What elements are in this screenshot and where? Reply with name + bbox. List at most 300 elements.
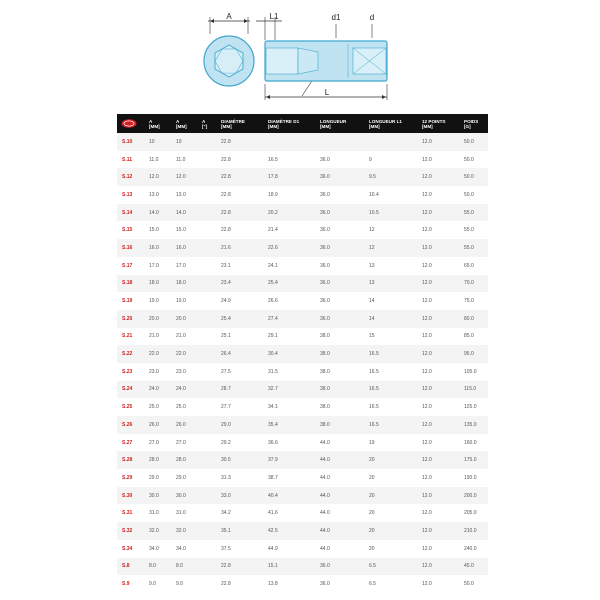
table-row (117, 558, 488, 576)
cell-twelve-points: 12.0 (419, 451, 461, 469)
cell-diametre: 25.4 (218, 310, 265, 328)
cell-a-mm: 9.0 (146, 575, 173, 593)
header-diametre-d1: DIAMÈTRE D1 [MM] (265, 114, 317, 133)
table-row (117, 133, 488, 151)
cell-a-mm: 12.0 (146, 168, 173, 186)
cell-longueur-l1: 13 (366, 257, 419, 275)
cell-diametre-d1: 42.5 (265, 522, 317, 540)
cell-diametre: 29.0 (218, 416, 265, 434)
arrow-icon (266, 95, 270, 99)
cell-poids: 175.0 (461, 451, 488, 469)
cell-a-mm: 32.0 (146, 522, 173, 540)
cell-longueur-l1: 10.4 (366, 186, 419, 204)
cell-longueur-l1: 12 (366, 221, 419, 239)
cell-diametre-d1: 30.4 (265, 345, 317, 363)
cell-longueur-l1: 16.5 (366, 363, 419, 381)
cell-diametre-d1: 24.1 (265, 257, 317, 275)
cell-a-mm: 30.0 (146, 487, 173, 505)
cell-diametre-d1: 40.4 (265, 487, 317, 505)
cell-diametre-d1: 41.6 (265, 504, 317, 522)
cell-longueur: 36.0 (317, 168, 366, 186)
cell-diametre-d1 (265, 133, 317, 151)
cell-poids: 115.0 (461, 381, 488, 399)
cell-twelve-points: 12.0 (419, 575, 461, 593)
cell-a-mm: 31.0 (146, 504, 173, 522)
cell-a-mm: 18.0 (146, 275, 173, 293)
cell-longueur-l1: 9.5 (366, 168, 419, 186)
cell-longueur-l1 (366, 133, 419, 151)
table-row (117, 221, 488, 239)
cell-a-mm-2: 10 (173, 133, 199, 151)
cell-a-mm-2: 27.0 (173, 434, 199, 452)
cell-diametre-d1: 16.5 (265, 151, 317, 169)
cell-a-mm-2: 32.0 (173, 522, 199, 540)
cell-twelve-points: 12.0 (419, 133, 461, 151)
cell-twelve-points: 12.0 (419, 151, 461, 169)
cell-longueur-l1: 6.5 (366, 558, 419, 576)
table-row (117, 204, 488, 222)
table-row (117, 487, 488, 505)
cell-diametre: 37.5 (218, 540, 265, 558)
cell-a-mm-2: 13.0 (173, 186, 199, 204)
cell-longueur-l1: 20 (366, 504, 419, 522)
cell-ref: S.22 (117, 345, 146, 363)
cell-longueur-l1: 16.5 (366, 398, 419, 416)
table-row (117, 186, 488, 204)
cell-longueur: 36.0 (317, 275, 366, 293)
cell-ref: S.24 (117, 381, 146, 399)
cell-twelve-points: 12.0 (419, 469, 461, 487)
cell-twelve-points: 12.0 (419, 328, 461, 346)
cell-longueur: 44.0 (317, 434, 366, 452)
table-row (117, 257, 488, 275)
cell-diametre: 35.1 (218, 522, 265, 540)
cell-a-mm: 22.0 (146, 345, 173, 363)
cell-diametre: 23.1 (218, 257, 265, 275)
cell-diametre: 25.1 (218, 328, 265, 346)
cell-diametre-d1: 37.9 (265, 451, 317, 469)
cell-diametre: 22.8 (218, 186, 265, 204)
cell-a-inch (199, 204, 218, 222)
arrow-icon (382, 95, 386, 99)
cell-twelve-points: 12.0 (419, 381, 461, 399)
cell-a-inch (199, 381, 218, 399)
cell-twelve-points: 12.0 (419, 275, 461, 293)
cell-ref: S.34 (117, 540, 146, 558)
cell-ref: S.30 (117, 487, 146, 505)
cell-longueur: 38.0 (317, 345, 366, 363)
cell-poids: 125.0 (461, 398, 488, 416)
cell-longueur: 36.0 (317, 575, 366, 593)
cell-poids: 240.0 (461, 540, 488, 558)
header-12-points: 12 POINTS [MM] (419, 114, 461, 133)
cell-a-inch (199, 151, 218, 169)
cell-ref: S.23 (117, 363, 146, 381)
cell-longueur-l1: 20 (366, 540, 419, 558)
cell-longueur-l1: 14 (366, 292, 419, 310)
cell-ref: S.18 (117, 275, 146, 293)
cell-ref: S.29 (117, 469, 146, 487)
cell-longueur: 44.0 (317, 522, 366, 540)
cell-ref: S.13 (117, 186, 146, 204)
cell-a-inch (199, 292, 218, 310)
cell-diametre-d1: 22.6 (265, 239, 317, 257)
cell-longueur: 36.0 (317, 257, 366, 275)
table-row (117, 328, 488, 346)
label-d: d (369, 13, 375, 22)
label-l: L (324, 88, 330, 97)
cell-a-mm-2: 15.0 (173, 221, 199, 239)
cell-poids: 50.0 (461, 151, 488, 169)
cell-longueur (317, 133, 366, 151)
cell-a-inch (199, 168, 218, 186)
cell-diametre-d1: 20.2 (265, 204, 317, 222)
cell-diametre: 26.4 (218, 345, 265, 363)
cell-longueur: 38.0 (317, 381, 366, 399)
cell-ref: S.8 (117, 558, 146, 576)
cell-longueur-l1: 16.5 (366, 381, 419, 399)
cell-twelve-points: 12.0 (419, 363, 461, 381)
cell-a-mm: 23.0 (146, 363, 173, 381)
cell-longueur-l1: 9 (366, 151, 419, 169)
label-d1: d1 (331, 13, 341, 22)
cell-a-inch (199, 133, 218, 151)
cell-ref: S.12 (117, 168, 146, 186)
cell-diametre: 27.5 (218, 363, 265, 381)
cell-a-inch (199, 310, 218, 328)
cell-a-inch (199, 257, 218, 275)
cell-twelve-points: 12.0 (419, 540, 461, 558)
socket-diagram (0, 0, 600, 110)
cell-a-mm: 15.0 (146, 221, 173, 239)
cell-diametre: 22.8 (218, 151, 265, 169)
cell-longueur: 44.0 (317, 540, 366, 558)
cell-ref: S.11 (117, 151, 146, 169)
cell-diametre: 22.8 (218, 133, 265, 151)
cell-diametre: 21.6 (218, 239, 265, 257)
cell-longueur: 44.0 (317, 504, 366, 522)
table-row (117, 345, 488, 363)
cell-ref: S.20 (117, 310, 146, 328)
header-diametre: DIAMÈTRE [MM] (218, 114, 265, 133)
spec-table (117, 114, 488, 593)
table-row (117, 398, 488, 416)
cell-poids: 160.0 (461, 434, 488, 452)
cell-a-mm: 13.0 (146, 186, 173, 204)
cell-diametre-d1: 17.8 (265, 168, 317, 186)
cell-poids: 190.0 (461, 469, 488, 487)
cell-longueur: 36.0 (317, 558, 366, 576)
cell-poids: 50.0 (461, 133, 488, 151)
cell-longueur-l1: 6.5 (366, 575, 419, 593)
cell-diametre-d1: 27.4 (265, 310, 317, 328)
cell-ref: S.17 (117, 257, 146, 275)
cell-a-mm-2: 34.0 (173, 540, 199, 558)
cell-diametre: 22.8 (218, 168, 265, 186)
cell-longueur-l1: 10.5 (366, 204, 419, 222)
cell-twelve-points: 12.0 (419, 221, 461, 239)
cell-diametre-d1: 31.5 (265, 363, 317, 381)
cell-poids: 55.0 (461, 204, 488, 222)
brand-logo-cell (117, 114, 146, 133)
cell-diametre: 22.8 (218, 204, 265, 222)
cell-longueur-l1: 12 (366, 239, 419, 257)
cell-poids: 65.0 (461, 257, 488, 275)
cell-poids: 75.0 (461, 292, 488, 310)
cell-diametre: 31.3 (218, 469, 265, 487)
cell-a-inch (199, 469, 218, 487)
cell-longueur: 38.0 (317, 328, 366, 346)
cell-a-inch (199, 186, 218, 204)
cell-a-mm-2: 22.0 (173, 345, 199, 363)
cell-a-mm-2: 11.0 (173, 151, 199, 169)
cell-a-mm: 10 (146, 133, 173, 151)
cell-diametre: 24.9 (218, 292, 265, 310)
cell-a-inch (199, 398, 218, 416)
cell-a-inch (199, 558, 218, 576)
cell-a-mm-2: 12.0 (173, 168, 199, 186)
cell-a-mm-2: 16.0 (173, 239, 199, 257)
cell-twelve-points: 12.0 (419, 310, 461, 328)
cell-ref: S.9 (117, 575, 146, 593)
cell-a-mm-2: 18.0 (173, 275, 199, 293)
cell-twelve-points: 12.0 (419, 398, 461, 416)
cell-ref: S.10 (117, 133, 146, 151)
header-a-inch: A ["] (199, 114, 218, 133)
cell-diametre: 30.5 (218, 451, 265, 469)
table-row (117, 540, 488, 558)
cell-longueur-l1: 15 (366, 328, 419, 346)
label-l1: L1 (269, 12, 279, 21)
cell-poids: 95.0 (461, 345, 488, 363)
cell-diametre: 23.4 (218, 275, 265, 293)
cell-ref: S.14 (117, 204, 146, 222)
table-row (117, 275, 488, 293)
cell-longueur-l1: 16.5 (366, 416, 419, 434)
cell-a-inch (199, 275, 218, 293)
cell-ref: S.21 (117, 328, 146, 346)
cell-longueur: 36.0 (317, 204, 366, 222)
cell-diametre: 33.0 (218, 487, 265, 505)
cell-a-inch (199, 434, 218, 452)
cell-diametre: 22.8 (218, 221, 265, 239)
table-row (117, 363, 488, 381)
cell-longueur: 44.0 (317, 487, 366, 505)
cell-a-mm: 25.0 (146, 398, 173, 416)
cell-twelve-points: 12.0 (419, 204, 461, 222)
cell-poids: 85.0 (461, 328, 488, 346)
cell-poids: 135.0 (461, 416, 488, 434)
cell-longueur-l1: 20 (366, 469, 419, 487)
cell-longueur: 36.0 (317, 186, 366, 204)
cell-longueur: 38.0 (317, 363, 366, 381)
cell-diametre-d1: 34.1 (265, 398, 317, 416)
cell-diametre-d1: 26.6 (265, 292, 317, 310)
cell-diametre: 29.2 (218, 434, 265, 452)
cell-twelve-points: 12.0 (419, 257, 461, 275)
cell-twelve-points: 12.0 (419, 487, 461, 505)
cell-a-inch (199, 451, 218, 469)
cell-a-mm: 29.0 (146, 469, 173, 487)
cell-longueur-l1: 20 (366, 522, 419, 540)
cell-twelve-points: 12.0 (419, 558, 461, 576)
arrow-icon (244, 19, 248, 23)
cell-a-mm: 20.0 (146, 310, 173, 328)
cell-a-inch (199, 328, 218, 346)
cell-poids: 200.0 (461, 487, 488, 505)
table-row (117, 575, 488, 593)
cell-diametre: 28.7 (218, 381, 265, 399)
cell-a-inch (199, 416, 218, 434)
cell-a-mm-2: 25.0 (173, 398, 199, 416)
brand-logo-icon (121, 119, 137, 128)
label-a: A (226, 12, 232, 21)
cell-diametre-d1: 35.4 (265, 416, 317, 434)
header-longueur-l1: LONGUEUR L1 [MM] (366, 114, 419, 133)
cell-diametre-d1: 32.7 (265, 381, 317, 399)
cell-twelve-points: 12.0 (419, 345, 461, 363)
cell-a-mm: 34.0 (146, 540, 173, 558)
cell-ref: S.31 (117, 504, 146, 522)
cell-longueur: 44.0 (317, 469, 366, 487)
cell-poids: 45.0 (461, 558, 488, 576)
cell-a-mm-2: 28.0 (173, 451, 199, 469)
cell-poids: 70.0 (461, 275, 488, 293)
cell-a-mm-2: 8.0 (173, 558, 199, 576)
cell-ref: S.19 (117, 292, 146, 310)
cell-poids: 105.0 (461, 363, 488, 381)
cell-diametre-d1: 21.4 (265, 221, 317, 239)
cell-diametre: 27.7 (218, 398, 265, 416)
cell-twelve-points: 12.0 (419, 504, 461, 522)
cell-diametre-d1: 13.8 (265, 575, 317, 593)
cell-ref: S.32 (117, 522, 146, 540)
table-row (117, 151, 488, 169)
cell-longueur: 36.0 (317, 310, 366, 328)
cell-longueur-l1: 20 (366, 487, 419, 505)
cell-a-mm: 27.0 (146, 434, 173, 452)
cell-a-mm: 28.0 (146, 451, 173, 469)
cell-a-inch (199, 239, 218, 257)
cell-a-mm: 14.0 (146, 204, 173, 222)
cell-a-mm: 24.0 (146, 381, 173, 399)
cell-longueur: 36.0 (317, 221, 366, 239)
cell-ref: S.25 (117, 398, 146, 416)
cell-twelve-points: 12.0 (419, 434, 461, 452)
cell-a-mm-2: 26.0 (173, 416, 199, 434)
cell-a-inch (199, 221, 218, 239)
cell-a-mm-2: 31.0 (173, 504, 199, 522)
cell-a-inch (199, 504, 218, 522)
cell-longueur: 38.0 (317, 398, 366, 416)
cell-longueur-l1: 20 (366, 451, 419, 469)
cell-longueur: 36.0 (317, 239, 366, 257)
cell-a-mm-2: 17.0 (173, 257, 199, 275)
cell-a-mm-2: 20.0 (173, 310, 199, 328)
table-row (117, 416, 488, 434)
arrow-icon (210, 19, 214, 23)
cell-poids: 50.0 (461, 186, 488, 204)
cell-a-inch (199, 522, 218, 540)
cell-a-mm: 8.0 (146, 558, 173, 576)
cell-longueur-l1: 16.5 (366, 345, 419, 363)
cell-twelve-points: 12.0 (419, 416, 461, 434)
cell-diametre-d1: 25.4 (265, 275, 317, 293)
table-header-row (117, 114, 488, 133)
cell-a-mm-2: 23.0 (173, 363, 199, 381)
table-row (117, 292, 488, 310)
cell-diametre-d1: 29.1 (265, 328, 317, 346)
cell-a-mm-2: 9.0 (173, 575, 199, 593)
cell-a-mm: 19.0 (146, 292, 173, 310)
cell-a-mm-2: 21.0 (173, 328, 199, 346)
table-row (117, 168, 488, 186)
cell-diametre: 22.8 (218, 558, 265, 576)
header-a-mm-2: A [MM] (173, 114, 199, 133)
cell-twelve-points: 12.0 (419, 239, 461, 257)
cell-longueur: 36.0 (317, 292, 366, 310)
header-longueur: LONGUEUR [MM] (317, 114, 366, 133)
cell-longueur: 44.0 (317, 451, 366, 469)
table-row (117, 504, 488, 522)
header-poids: POIDS [G] (461, 114, 488, 133)
cell-poids: 205.0 (461, 504, 488, 522)
cell-twelve-points: 12.0 (419, 522, 461, 540)
cell-diametre: 34.2 (218, 504, 265, 522)
cell-a-inch (199, 575, 218, 593)
header-a-mm: A [MM] (146, 114, 173, 133)
cell-twelve-points: 12.0 (419, 292, 461, 310)
cell-a-inch (199, 363, 218, 381)
cell-poids: 210.0 (461, 522, 488, 540)
hex-bore (266, 48, 298, 74)
cell-diametre-d1: 44.9 (265, 540, 317, 558)
cell-a-mm: 21.0 (146, 328, 173, 346)
cell-a-mm-2: 30.0 (173, 487, 199, 505)
table-row (117, 451, 488, 469)
cell-a-inch (199, 345, 218, 363)
cell-longueur: 36.0 (317, 151, 366, 169)
cell-diametre-d1: 36.6 (265, 434, 317, 452)
cell-twelve-points: 12.0 (419, 168, 461, 186)
cell-diametre-d1: 38.7 (265, 469, 317, 487)
cell-poids: 80.0 (461, 310, 488, 328)
cell-ref: S.28 (117, 451, 146, 469)
cell-a-inch (199, 540, 218, 558)
table-row (117, 381, 488, 399)
cell-a-mm-2: 24.0 (173, 381, 199, 399)
table-row (117, 239, 488, 257)
cell-a-mm-2: 14.0 (173, 204, 199, 222)
cell-poids: 50.0 (461, 575, 488, 593)
cell-a-mm: 11.0 (146, 151, 173, 169)
cell-diametre-d1: 18.9 (265, 186, 317, 204)
cell-a-mm-2: 29.0 (173, 469, 199, 487)
cell-longueur-l1: 14 (366, 310, 419, 328)
cell-twelve-points: 12.0 (419, 186, 461, 204)
cell-a-mm-2: 19.0 (173, 292, 199, 310)
table-row (117, 434, 488, 452)
cell-poids: 55.0 (461, 221, 488, 239)
table-row (117, 469, 488, 487)
cell-longueur-l1: 19 (366, 434, 419, 452)
cell-ref: S.15 (117, 221, 146, 239)
cell-poids: 50.0 (461, 168, 488, 186)
cell-ref: S.26 (117, 416, 146, 434)
cell-a-mm: 17.0 (146, 257, 173, 275)
cell-a-mm: 16.0 (146, 239, 173, 257)
cell-longueur: 38.0 (317, 416, 366, 434)
